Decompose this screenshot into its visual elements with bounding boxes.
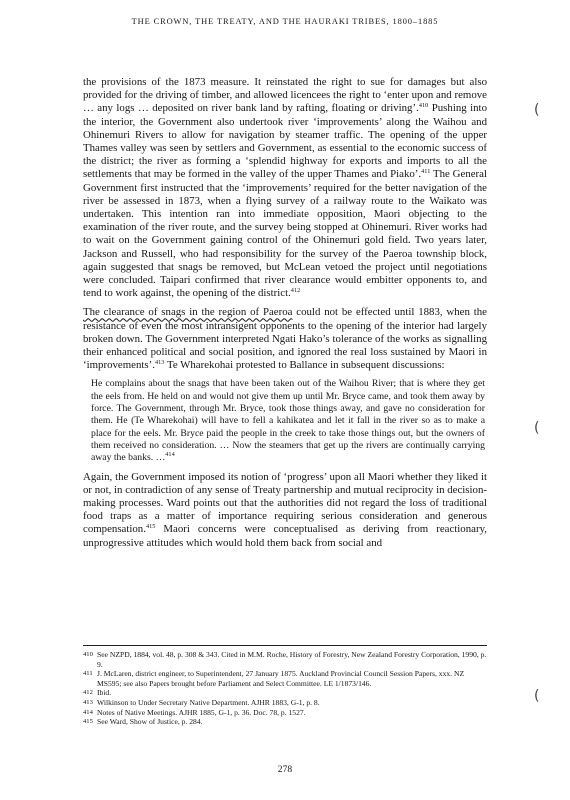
quote-text: He complains about the snags that have been taken out of the Waihou River; that is where they get the eels from. He held on and would not give them up until Mr. Bryce came, and took them away by force. The Government, through Mr. Bryce, took those things away, and gave no consideration for them. He (Te Wharekohai) will have to fell a kahikatea and let it fall in the river so as to make a place for the eels. Mr. Bryce paid the people in the creek to take those things out, but the owners of them received no consideration. … Now the steamers that get up the rivers are continually carrying away the banks. … bbox=[91, 378, 485, 464]
footnote-number: 414 bbox=[83, 708, 93, 716]
footnote-text: J. McLaren, district engineer, to Superintendent, 27 January 1875. Auckland Provincial Council Session Papers, xxx. NZ MS595; see also Papers brought before Parliament and Select Committee. LE 1/1873/146. bbox=[97, 669, 465, 688]
margin-bracket-mark: ( bbox=[534, 102, 540, 118]
footnote-number: 410 bbox=[83, 651, 93, 658]
paragraph-text: Te Wharekohai protested to Ballance in subsequent discussions: bbox=[164, 359, 445, 372]
footnote-ref[interactable]: 413 bbox=[154, 359, 165, 367]
footnote bbox=[83, 688, 487, 698]
footnote-ref[interactable]: 415 bbox=[145, 523, 156, 531]
footnote-ref[interactable]: 414 bbox=[165, 451, 175, 459]
footnote-text: Ibid. bbox=[97, 688, 112, 698]
footnote-number: 412 bbox=[83, 689, 93, 697]
body-text bbox=[83, 76, 487, 550]
paragraph-text: could not be effected until 1883, when the resistance of even the most intransigent opponents to the opening of the interior had largely broken down. The Government interpreted Ngati Hako’s tolerance of the works as signalling their enhanced political and social position, and ignored the real loss sustained by Maori in ‘improvements’. bbox=[83, 306, 487, 372]
margin-bracket-mark: ( bbox=[534, 688, 540, 704]
paragraph-2 bbox=[83, 306, 487, 372]
paragraph-text: The General Government first instructed that the ‘improvements’ required for the better navigation of the river be assessed in 1873, when a flying survey of a railway route to the Waikato was undertaken. This intention ran into immediate opposition, Maori objecting to the examination of the river route, and the survey being stopped at Ohinemuri. River works had to wait on the Government gaining control of the Ohinemuri gold field. Two years later, Jackson and Russell, who had responsibility for the survey of the Paeroa township block, again suggested that snags be removed, but McLean vetoed the project until negotiations were concluded. Taipari confirmed that river clearance would embitter opponents to, and tend to work against, the opening of the district. bbox=[83, 168, 487, 300]
paragraph-text: Pushing into the interior, the Government also undertook river ‘improvements’ along the Waihou and Ohinemuri Rivers to allow for navigation by steamer traffic. The opening of the upper Thames valley was seen by settlers and Government, as essential to the economic success of the district; the river as forming a ‘splendid highway for exports and imports to all the settlements that may be formed in the valley of the upper Thames and Piako’. bbox=[83, 102, 487, 181]
footnote bbox=[83, 708, 487, 718]
underlined-phrase: The clearance of snags in the region of Paeroa bbox=[83, 306, 293, 319]
footnotes bbox=[83, 645, 487, 727]
footnote bbox=[83, 717, 487, 727]
footnote-text: Wilkinson to Under Secretary Native Department. AJHR 1883, G-1, p. 8. bbox=[97, 697, 320, 707]
paragraph-text: Again, the Government imposed its notion of ‘progress’ upon all Maori whether they liked it or not, in contradiction of any sense of Treaty partnership and mutual reciprocity in decision-making processes. Ward points out that the authorities did not regard the loss of traditional food traps as a matter of importance requiring serious consideration and generous compensation. bbox=[83, 470, 487, 536]
footnote-ref[interactable]: 412 bbox=[290, 287, 301, 295]
footnote-text: Notes of Native Meetings. AJHR 1885, G-1, p. 36. Doc. 78, p. 1527. bbox=[97, 707, 306, 717]
footnote-ref[interactable]: 411 bbox=[421, 168, 431, 176]
margin-bracket-mark: ( bbox=[534, 420, 540, 436]
paragraph-1 bbox=[83, 76, 487, 300]
footnote-number: 415 bbox=[83, 718, 93, 726]
paragraph-text: the provisions of the 1873 measure. It reinstated the right to sue for damages but also provided for the driving of timber, and allowed licencees the right to ‘enter upon and remove … any logs … deposited on river bank land by rafting, floating or driving’. bbox=[83, 76, 487, 115]
footnote-text: See NZPD, 1884, vol. 48, p. 308 & 343. Cited in M.M. Roche, History of Forestry, New Zealand Forestry Corporation, 1990, p. 9. bbox=[97, 650, 487, 669]
footnote-number: 411 bbox=[83, 670, 93, 678]
running-head: THE CROWN, THE TREATY, AND THE HAURAKI TRIBES, 1800–1885 bbox=[131, 17, 439, 26]
footnote bbox=[83, 669, 487, 688]
footnote-number: 413 bbox=[83, 698, 93, 706]
paragraph-3 bbox=[83, 471, 487, 550]
footnote-text: See Ward, Show of Justice, p. 284. bbox=[97, 717, 203, 727]
page-number: 278 bbox=[277, 764, 293, 775]
footnote-ref[interactable]: 410 bbox=[418, 102, 429, 110]
footnote bbox=[83, 698, 487, 708]
footnote bbox=[83, 650, 487, 669]
block-quote bbox=[91, 378, 487, 464]
paragraph-text: Maori concerns were conceptualised as deriving from reactionary, unprogressive attitudes which would hold them back from social and bbox=[83, 523, 487, 549]
